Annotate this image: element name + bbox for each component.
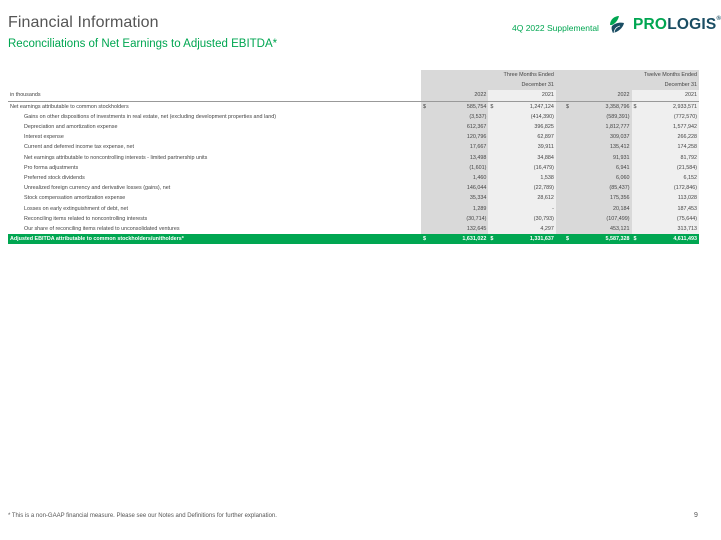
year-header: 2022 <box>433 90 488 101</box>
currency-symbol <box>488 153 500 163</box>
value-cell: (414,390) <box>501 112 556 122</box>
value-cell: 62,897 <box>501 132 556 142</box>
currency-symbol <box>564 214 576 224</box>
value-cell: (1,601) <box>433 163 488 173</box>
value-cell: 113,028 <box>644 193 699 203</box>
row-label: Reconciling items related to noncontrolling interests <box>24 215 148 222</box>
twelve-months-period: December 31 <box>576 80 699 90</box>
column-gap <box>556 173 564 183</box>
currency-symbol <box>421 112 433 122</box>
year-header: 2022 <box>576 90 631 101</box>
value-cell: 1,631,022 <box>433 234 488 244</box>
currency-symbol <box>564 173 576 183</box>
currency-symbol <box>421 224 433 234</box>
value-cell: 120,796 <box>433 132 488 142</box>
year-header: 2021 <box>644 90 699 101</box>
currency-symbol: $ <box>564 101 576 112</box>
currency-symbol <box>564 142 576 152</box>
currency-symbol <box>488 163 500 173</box>
currency-symbol <box>421 132 433 142</box>
currency-symbol <box>632 112 644 122</box>
currency-symbol <box>421 122 433 132</box>
value-cell: 266,228 <box>644 132 699 142</box>
value-cell: 81,792 <box>644 153 699 163</box>
column-gap <box>556 203 564 213</box>
value-cell: (16,479) <box>501 163 556 173</box>
currency-symbol <box>421 193 433 203</box>
value-cell: (22,789) <box>501 183 556 193</box>
column-gap <box>556 183 564 193</box>
currency-symbol <box>421 173 433 183</box>
value-cell: 1,289 <box>433 203 488 213</box>
value-cell: (172,846) <box>644 183 699 193</box>
value-cell: (30,714) <box>433 214 488 224</box>
table-row <box>8 203 699 213</box>
value-cell: 135,412 <box>576 142 631 152</box>
currency-symbol: $ <box>488 234 500 244</box>
currency-symbol <box>488 173 500 183</box>
column-gap <box>556 142 564 152</box>
currency-symbol <box>632 132 644 142</box>
value-cell: (772,570) <box>644 112 699 122</box>
row-label: Losses on early extinguishment of debt, net <box>24 205 128 212</box>
currency-symbol <box>564 122 576 132</box>
value-cell: 6,060 <box>576 173 631 183</box>
currency-symbol <box>632 122 644 132</box>
currency-symbol <box>488 183 500 193</box>
table-row <box>8 193 699 203</box>
table-row <box>8 101 699 112</box>
currency-symbol <box>632 203 644 213</box>
column-gap <box>556 234 564 244</box>
row-label: Gains on other dispositions of investments in real estate, net (excluding development properties and land) <box>24 113 277 120</box>
value-cell: 39,911 <box>501 142 556 152</box>
currency-symbol <box>564 132 576 142</box>
group-header-row-1 <box>8 70 699 80</box>
row-label: Interest expense <box>24 134 64 141</box>
value-cell: 396,825 <box>501 122 556 132</box>
prologis-leaf-icon <box>606 14 628 36</box>
row-label: Net earnings attributable to noncontrolling interests - limited partnership units <box>24 154 208 161</box>
table-row <box>8 224 699 234</box>
value-cell: 585,754 <box>433 101 488 112</box>
table-row <box>8 122 699 132</box>
currency-symbol <box>421 153 433 163</box>
column-gap <box>556 122 564 132</box>
value-cell: - <box>501 203 556 213</box>
column-gap <box>556 153 564 163</box>
currency-symbol <box>632 153 644 163</box>
value-cell: 13,498 <box>433 153 488 163</box>
group-header-row-2 <box>8 80 699 90</box>
currency-symbol <box>488 122 500 132</box>
currency-symbol <box>564 163 576 173</box>
table-row <box>8 214 699 224</box>
value-cell: 1,577,942 <box>644 122 699 132</box>
column-gap <box>556 101 564 112</box>
value-cell: (85,437) <box>576 183 631 193</box>
value-cell: 453,121 <box>576 224 631 234</box>
three-months-header: Three Months Ended <box>433 70 556 80</box>
value-cell: (589,391) <box>576 112 631 122</box>
currency-symbol <box>564 203 576 213</box>
currency-symbol <box>421 203 433 213</box>
row-label: Adjusted EBITDA attributable to common stockholders/unitholders* <box>8 234 421 244</box>
currency-symbol <box>632 224 644 234</box>
currency-symbol: $ <box>421 234 433 244</box>
currency-symbol <box>564 193 576 203</box>
currency-symbol <box>632 214 644 224</box>
table-row <box>8 163 699 173</box>
currency-symbol <box>632 183 644 193</box>
currency-symbol <box>488 214 500 224</box>
value-cell: 3,358,796 <box>576 101 631 112</box>
value-cell: 612,367 <box>433 122 488 132</box>
currency-symbol <box>488 142 500 152</box>
page-title: Financial Information <box>8 14 159 31</box>
value-cell: 187,453 <box>644 203 699 213</box>
page-number: 9 <box>694 512 698 519</box>
value-cell: 17,667 <box>433 142 488 152</box>
currency-symbol <box>488 224 500 234</box>
value-cell: 132,645 <box>433 224 488 234</box>
value-cell: (3,537) <box>433 112 488 122</box>
row-label: Depreciation and amortization expense <box>24 124 118 131</box>
value-cell: 28,612 <box>501 193 556 203</box>
currency-symbol <box>421 214 433 224</box>
currency-symbol: $ <box>421 101 433 112</box>
value-cell: 4,611,493 <box>644 234 699 244</box>
row-label: Stock compensation amortization expense <box>24 195 126 202</box>
currency-symbol <box>564 112 576 122</box>
currency-symbol <box>564 153 576 163</box>
column-gap <box>556 193 564 203</box>
value-cell: 174,258 <box>644 142 699 152</box>
column-gap <box>556 112 564 122</box>
currency-symbol <box>564 183 576 193</box>
currency-symbol <box>632 142 644 152</box>
footnote: * This is a non-GAAP financial measure. Please see our Notes and Definitions for further explanation. <box>8 513 277 519</box>
row-label: Preferred stock dividends <box>24 174 85 181</box>
currency-symbol: $ <box>632 101 644 112</box>
value-cell: (30,793) <box>501 214 556 224</box>
value-cell: 6,941 <box>576 163 631 173</box>
value-cell: 1,331,637 <box>501 234 556 244</box>
currency-symbol: $ <box>632 234 644 244</box>
row-label: Our share of reconciling items related to unconsolidated ventures <box>24 225 180 232</box>
units-label: in thousands <box>8 90 421 101</box>
currency-symbol: $ <box>564 234 576 244</box>
currency-symbol <box>421 183 433 193</box>
value-cell: 1,538 <box>501 173 556 183</box>
currency-symbol <box>488 193 500 203</box>
value-cell: 5,587,328 <box>576 234 631 244</box>
value-cell: 1,460 <box>433 173 488 183</box>
row-label: Net earnings attributable to common stockholders <box>10 103 129 110</box>
currency-symbol <box>632 163 644 173</box>
currency-symbol <box>488 132 500 142</box>
twelve-months-header: Twelve Months Ended <box>576 70 699 80</box>
prologis-logo <box>606 14 721 36</box>
value-cell: 91,931 <box>576 153 631 163</box>
value-cell: 20,184 <box>576 203 631 213</box>
table-row <box>8 173 699 183</box>
value-cell: 4,297 <box>501 224 556 234</box>
currency-symbol <box>421 163 433 173</box>
column-gap <box>556 163 564 173</box>
value-cell: (21,584) <box>644 163 699 173</box>
column-gap <box>556 214 564 224</box>
currency-symbol <box>421 142 433 152</box>
currency-symbol <box>488 112 500 122</box>
value-cell: 35,334 <box>433 193 488 203</box>
column-gap <box>556 132 564 142</box>
value-cell: 6,152 <box>644 173 699 183</box>
logo-wordmark: PROLOGIS® <box>633 16 721 33</box>
table-row <box>8 142 699 152</box>
value-cell: 1,812,777 <box>576 122 631 132</box>
value-cell: 34,884 <box>501 153 556 163</box>
table-row <box>8 132 699 142</box>
reconciliation-table <box>8 70 699 244</box>
value-cell: (75,644) <box>644 214 699 224</box>
row-label: Unrealized foreign currency and derivative losses (gains), net <box>24 185 171 192</box>
table-row <box>8 112 699 122</box>
value-cell: (107,499) <box>576 214 631 224</box>
total-row <box>8 234 699 244</box>
column-gap <box>556 224 564 234</box>
value-cell: 309,037 <box>576 132 631 142</box>
year-header-row <box>8 90 699 101</box>
table-row <box>8 183 699 193</box>
currency-symbol <box>488 203 500 213</box>
supplemental-label: 4Q 2022 Supplemental <box>512 23 599 33</box>
table-row <box>8 153 699 163</box>
value-cell: 1,247,124 <box>501 101 556 112</box>
currency-symbol <box>564 224 576 234</box>
year-header: 2021 <box>501 90 556 101</box>
page-subtitle: Reconciliations of Net Earnings to Adjusted EBITDA* <box>8 38 278 50</box>
value-cell: 313,713 <box>644 224 699 234</box>
row-label: Current and deferred income tax expense, net <box>24 144 134 151</box>
currency-symbol <box>632 193 644 203</box>
value-cell: 146,044 <box>433 183 488 193</box>
value-cell: 2,933,571 <box>644 101 699 112</box>
row-label: Pro forma adjustments <box>24 164 79 171</box>
currency-symbol <box>632 173 644 183</box>
value-cell: 175,356 <box>576 193 631 203</box>
three-months-period: December 31 <box>433 80 556 90</box>
currency-symbol: $ <box>488 101 500 112</box>
